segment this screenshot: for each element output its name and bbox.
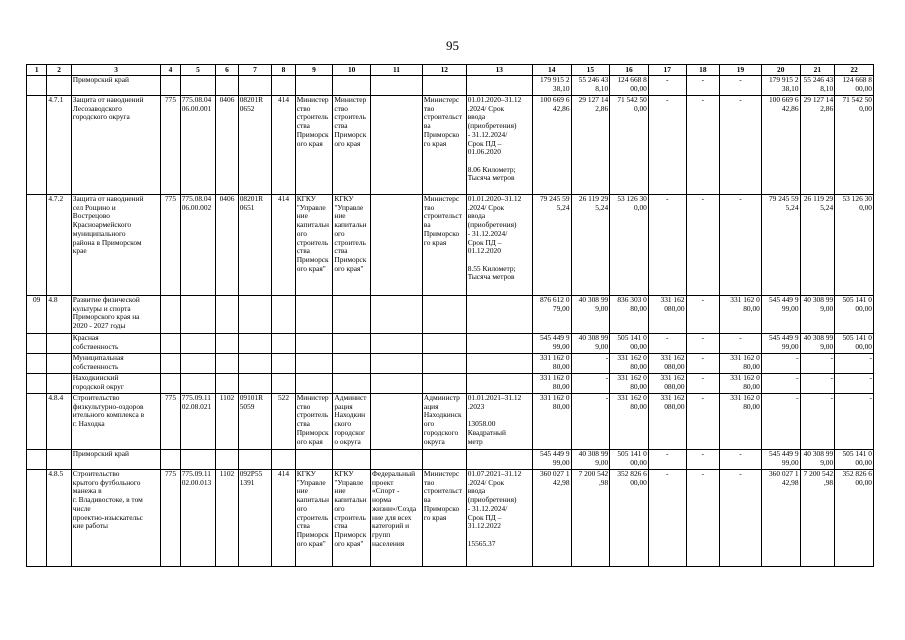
table-cell: КГКУ "Управле ние капитальн ого строитель ства Приморск ого края": [295, 470, 333, 567]
table-cell: [216, 374, 238, 394]
table-cell: Админист рация Находкин ского городског о округа: [333, 394, 371, 450]
table-cell: [371, 296, 423, 334]
table-cell: 505 141 0 00,00: [835, 296, 874, 334]
table-cell: 775: [161, 470, 180, 567]
table-cell: [295, 354, 333, 374]
table-cell: Министер ство строитель ства Приморск ого края: [295, 96, 333, 195]
table-cell: 331 162 080,00: [648, 296, 686, 334]
table-cell: 124 668 8 00,00: [835, 76, 874, 96]
table-cell: [161, 450, 180, 470]
table-cell: 505 141 0 00,00: [610, 450, 649, 470]
table-cell: [216, 354, 238, 374]
table-cell: -: [800, 374, 835, 394]
column-number: 13: [466, 65, 532, 76]
table-cell: 092P55 1391: [238, 470, 272, 567]
table-cell: 505 141 0 00,00: [835, 450, 874, 470]
data-table: [26, 64, 874, 567]
table-cell: 124 668 8 00,00: [610, 76, 649, 96]
table-cell: 331 162 0 80,00: [720, 374, 762, 394]
table-cell: [180, 450, 216, 470]
table-cell: КГКУ "Управле ние капитальн ого строитель ства Приморск ого края": [333, 470, 371, 567]
table-cell: [180, 374, 216, 394]
table-row-item-4-7-2: [27, 195, 874, 296]
column-number: 1: [27, 65, 47, 76]
table-cell: 414: [272, 96, 295, 195]
table-cell: 360 027 1 42,98: [532, 470, 571, 567]
table-cell: 79 245 59 5,24: [761, 195, 800, 296]
table-cell: [161, 354, 180, 374]
table-cell: 505 141 0 00,00: [835, 334, 874, 354]
table-cell: [180, 334, 216, 354]
table-cell: [422, 374, 466, 394]
column-number: 10: [333, 65, 371, 76]
table-cell: 545 449 9 99,00: [761, 334, 800, 354]
table-cell: -: [720, 334, 762, 354]
table-cell: 331 162 0 80,00: [720, 296, 762, 334]
table-cell: -: [648, 470, 686, 567]
table-cell: КГКУ "Управле ние капитальн ого строитель ства Приморск ого края": [333, 195, 371, 296]
table-cell: [422, 334, 466, 354]
table-cell: -: [571, 394, 610, 450]
table-cell: [371, 394, 423, 450]
table-cell: [333, 334, 371, 354]
table-cell: [216, 76, 238, 96]
table-cell: 775: [161, 96, 180, 195]
table-cell: Муниципальная собственность: [71, 354, 161, 374]
table-cell: Приморский край: [71, 450, 161, 470]
table-cell: 331 162 0 80,00: [532, 354, 571, 374]
table-cell: [371, 96, 423, 195]
table-cell: -: [686, 96, 720, 195]
table-cell: 1102: [216, 394, 238, 450]
table-cell: 545 449 9 99,00: [532, 334, 571, 354]
table-cell: 179 915 2 38,10: [532, 76, 571, 96]
table-cell: [180, 296, 216, 334]
table-cell: -: [800, 354, 835, 374]
table-row-item-4-7-1: [27, 96, 874, 195]
table-cell: 836 303 0 80,00: [610, 296, 649, 334]
column-number: 18: [686, 65, 720, 76]
table-cell: [295, 296, 333, 334]
column-number: 17: [648, 65, 686, 76]
table-cell: 331 162 0 80,00: [610, 354, 649, 374]
table-cell: 414: [272, 470, 295, 567]
table-cell: 775.09.11 02.08.021: [180, 394, 216, 450]
table-cell: [27, 76, 47, 96]
table-cell: [27, 394, 47, 450]
table-cell: -: [686, 374, 720, 394]
table-cell: -: [720, 96, 762, 195]
table-cell: 55 246 43 8,10: [800, 76, 835, 96]
column-number: 14: [532, 65, 571, 76]
table-cell: Строительство физкультурно-оздоров ительного комплекса в г. Находка: [71, 394, 161, 450]
header-row: [27, 65, 874, 76]
table-cell: [371, 76, 423, 96]
column-number: 19: [720, 65, 762, 76]
table-cell: -: [835, 374, 874, 394]
table-cell: [161, 76, 180, 96]
table-cell: [27, 334, 47, 354]
table-cell: [180, 354, 216, 374]
table-cell: [371, 374, 423, 394]
table-cell: 40 308 99 9,00: [800, 450, 835, 470]
table-cell: -: [761, 354, 800, 374]
table-cell: Строительство крытого футбольного манежа в г. Владивостоке, в том числе проектно-изыскательс кие работы: [71, 470, 161, 567]
table-cell: 71 542 50 0,00: [610, 96, 649, 195]
table-cell: [295, 374, 333, 394]
table-cell: -: [761, 374, 800, 394]
table-cell: 331 162 0 80,00: [610, 374, 649, 394]
table-cell: [466, 374, 532, 394]
table-cell: [272, 296, 295, 334]
table-cell: 08201R 0652: [238, 96, 272, 195]
table-cell: 0406: [216, 195, 238, 296]
table-cell: [27, 470, 47, 567]
table-cell: -: [648, 334, 686, 354]
column-number: 11: [371, 65, 423, 76]
table-cell: 40 308 99 9,00: [800, 334, 835, 354]
table-cell: [272, 374, 295, 394]
table-cell: [333, 354, 371, 374]
table-cell: 08201R 0651: [238, 195, 272, 296]
table-cell: -: [761, 394, 800, 450]
table-cell: [466, 334, 532, 354]
table-cell: 29 127 14 2,86: [800, 96, 835, 195]
table-cell: [27, 374, 47, 394]
table-cell: [466, 450, 532, 470]
table-cell: [422, 296, 466, 334]
table-cell: 09: [27, 296, 47, 334]
table-cell: Защита от наводнений Лесозаводского городского округа: [71, 96, 161, 195]
table-cell: 4.8: [47, 296, 71, 334]
table-cell: 352 826 6 00,00: [610, 470, 649, 567]
table-cell: 09101R 5059: [238, 394, 272, 450]
column-number: 21: [800, 65, 835, 76]
table-cell: Федеральный проект «Спорт - норма жизни»/Созда ние для всех категорий и групп населения: [371, 470, 423, 567]
table-cell: 414: [272, 195, 295, 296]
table-row-item-4-8-4: [27, 394, 874, 450]
column-number: 20: [761, 65, 800, 76]
table-cell: [180, 76, 216, 96]
table-row-primorsky-total-2: [27, 450, 874, 470]
table-cell: [466, 296, 532, 334]
column-number: 22: [835, 65, 874, 76]
table-cell: [371, 354, 423, 374]
table-cell: [333, 374, 371, 394]
table-cell: -: [648, 450, 686, 470]
table-cell: [295, 76, 333, 96]
table-cell: [47, 450, 71, 470]
table-cell: 55 246 43 8,10: [571, 76, 610, 96]
table-row-krasnaya-sobstvennost: [27, 334, 874, 354]
page-number: 95: [446, 38, 459, 53]
table-cell: [272, 354, 295, 374]
table-cell: [422, 450, 466, 470]
table-cell: Красная собственность: [71, 334, 161, 354]
column-number: 6: [216, 65, 238, 76]
table-cell: 01.01.2020–31.12 .2024/ Срок ввода (приобретения) - 31.12.2024/ Срок ПД – 01.12.2020 8.55 Километр; Тысяча метров: [466, 195, 532, 296]
column-number: 8: [272, 65, 295, 76]
table-cell: 775.08.04 06.00.001: [180, 96, 216, 195]
table-cell: -: [648, 96, 686, 195]
table-cell: [295, 334, 333, 354]
table-cell: [47, 354, 71, 374]
column-number: 12: [422, 65, 466, 76]
table-cell: 775.08.04 06.00.002: [180, 195, 216, 296]
table-cell: [47, 334, 71, 354]
table-cell: 505 141 0 00,00: [610, 334, 649, 354]
table-cell: [272, 450, 295, 470]
table-cell: 53 126 30 0,00: [610, 195, 649, 296]
table-cell: 71 542 50 0,00: [835, 96, 874, 195]
table-cell: 40 308 99 9,00: [800, 296, 835, 334]
table-cell: Развитие физической культуры и спорта Приморского края на 2020 - 2027 годы: [71, 296, 161, 334]
table-cell: [333, 450, 371, 470]
table-cell: 4.7.2: [47, 195, 71, 296]
table-cell: 352 826 6 00,00: [835, 470, 874, 567]
table-cell: -: [571, 374, 610, 394]
table-cell: Находкинский городской округ: [71, 374, 161, 394]
column-number: 5: [180, 65, 216, 76]
table-cell: 876 612 0 79,00: [532, 296, 571, 334]
table-cell: 331 162 0 80,00: [532, 394, 571, 450]
table-cell: -: [720, 76, 762, 96]
table-cell: Администр ация Находкинск ого городского округа: [422, 394, 466, 450]
table-cell: -: [720, 450, 762, 470]
table-cell: [466, 354, 532, 374]
table-cell: 26 119 29 5,24: [571, 195, 610, 296]
table-cell: -: [648, 76, 686, 96]
table-cell: Министер ство строитель ства Приморск ого края: [333, 96, 371, 195]
table-cell: [216, 450, 238, 470]
table-cell: 40 308 99 9,00: [571, 334, 610, 354]
table-cell: 331 162 080,00: [648, 394, 686, 450]
table-cell: [295, 450, 333, 470]
table-cell: [47, 374, 71, 394]
table-cell: [422, 76, 466, 96]
table-cell: 331 162 0 80,00: [610, 394, 649, 450]
table-cell: 545 449 9 99,00: [532, 450, 571, 470]
table-cell: [216, 296, 238, 334]
table-cell: [27, 354, 47, 374]
table-cell: Защита от наводнений сел Рощино и Вострецово Красноармейского муниципального района в Приморском крае: [71, 195, 161, 296]
table-cell: -: [720, 470, 762, 567]
table-cell: 100 669 6 42,86: [532, 96, 571, 195]
table-cell: [161, 374, 180, 394]
table-cell: 0406: [216, 96, 238, 195]
column-number: 3: [71, 65, 161, 76]
table-row-item-4-8-5: [27, 470, 874, 567]
table-cell: 53 126 30 0,00: [835, 195, 874, 296]
table-cell: -: [686, 76, 720, 96]
table-cell: 29 127 14 2,86: [571, 96, 610, 195]
table-cell: [371, 195, 423, 296]
table-cell: КГКУ "Управле ние капитальн ого строитель ства Приморск ого края": [295, 195, 333, 296]
table-cell: -: [571, 354, 610, 374]
table-cell: 545 449 9 99,00: [761, 450, 800, 470]
table-cell: 775: [161, 195, 180, 296]
table-cell: [161, 334, 180, 354]
table-cell: 01.07.2021–31.12 .2024/ Срок ввода (приобретения) - 31.12.2024/ Срок ПД – 31.12.2022 15565.37: [466, 470, 532, 567]
table-cell: 331 162 0 80,00: [532, 374, 571, 394]
table-cell: Приморский край: [71, 76, 161, 96]
table-cell: -: [686, 334, 720, 354]
table-cell: [47, 76, 71, 96]
table-cell: 7 200 542 ,98: [571, 470, 610, 567]
table-cell: 40 308 99 9,00: [571, 450, 610, 470]
table-row-item-4-8: [27, 296, 874, 334]
table-cell: -: [686, 296, 720, 334]
table-cell: 7 200 542 ,98: [800, 470, 835, 567]
table-cell: [371, 334, 423, 354]
table-cell: [272, 76, 295, 96]
table-cell: -: [686, 195, 720, 296]
table-cell: 1102: [216, 470, 238, 567]
table-cell: 100 669 6 42,86: [761, 96, 800, 195]
table-cell: 4.8.5: [47, 470, 71, 567]
table-cell: [238, 354, 272, 374]
column-number: 7: [238, 65, 272, 76]
column-number: 2: [47, 65, 71, 76]
table-cell: 360 027 1 42,98: [761, 470, 800, 567]
table-cell: [333, 296, 371, 334]
table-cell: -: [648, 195, 686, 296]
table-cell: [238, 296, 272, 334]
table-cell: [27, 195, 47, 296]
column-number: 4: [161, 65, 180, 76]
table-cell: [27, 450, 47, 470]
table-cell: 522: [272, 394, 295, 450]
table-cell: 331 162 0 80,00: [720, 394, 762, 450]
table-cell: 545 449 9 99,00: [761, 296, 800, 334]
table-cell: -: [835, 354, 874, 374]
table-cell: [466, 76, 532, 96]
table-cell: [161, 296, 180, 334]
table-cell: -: [835, 394, 874, 450]
table-cell: -: [686, 354, 720, 374]
table-cell: [371, 450, 423, 470]
table-cell: 4.8.4: [47, 394, 71, 450]
table-cell: [238, 76, 272, 96]
table-cell: 775: [161, 394, 180, 450]
table-cell: 79 245 59 5,24: [532, 195, 571, 296]
table-cell: [238, 374, 272, 394]
table-cell: 331 162 080,00: [648, 354, 686, 374]
table-cell: [238, 334, 272, 354]
table-cell: [216, 334, 238, 354]
table-cell: 4.7.1: [47, 96, 71, 195]
table-cell: 331 162 0 80,00: [720, 354, 762, 374]
table-cell: -: [686, 394, 720, 450]
table-cell: Министерс тво строительст ва Приморско го края: [422, 195, 466, 296]
table-cell: -: [720, 195, 762, 296]
table-cell: -: [800, 394, 835, 450]
table-cell: -: [686, 470, 720, 567]
table-row-municipal-sobstvennost: [27, 354, 874, 374]
table-cell: [238, 450, 272, 470]
table-cell: Министерс тво строительст ва Приморско го края: [422, 96, 466, 195]
table-row-nakhodka-okrug: [27, 374, 874, 394]
column-number: 16: [610, 65, 649, 76]
table-row-primorsky-total-1: [27, 76, 874, 96]
table-cell: 179 915 2 38,10: [761, 76, 800, 96]
table-cell: Министерс тво строительст ва Приморско го края: [422, 470, 466, 567]
table-cell: 26 119 29 5,24: [800, 195, 835, 296]
table-cell: [27, 96, 47, 195]
table-cell: 331 162 080,00: [648, 374, 686, 394]
table-cell: 01.01.2021–31.12 .2023 13058.00 Квадратный метр: [466, 394, 532, 450]
column-number: 9: [295, 65, 333, 76]
table-cell: 40 308 99 9,00: [571, 296, 610, 334]
table-cell: 775.09.11 02.00.013: [180, 470, 216, 567]
table-cell: -: [686, 450, 720, 470]
table-cell: [272, 334, 295, 354]
column-number: 15: [571, 65, 610, 76]
table-cell: [333, 76, 371, 96]
table-cell: 01.01.2020–31.12 .2024/ Срок ввода (приобретения) - 31.12.2024/ Срок ПД – 01.06.2020 8.06 Километр; Тысяча метров: [466, 96, 532, 195]
table-cell: [422, 354, 466, 374]
table-cell: Министер ство строитель ства Приморск ого края: [295, 394, 333, 450]
